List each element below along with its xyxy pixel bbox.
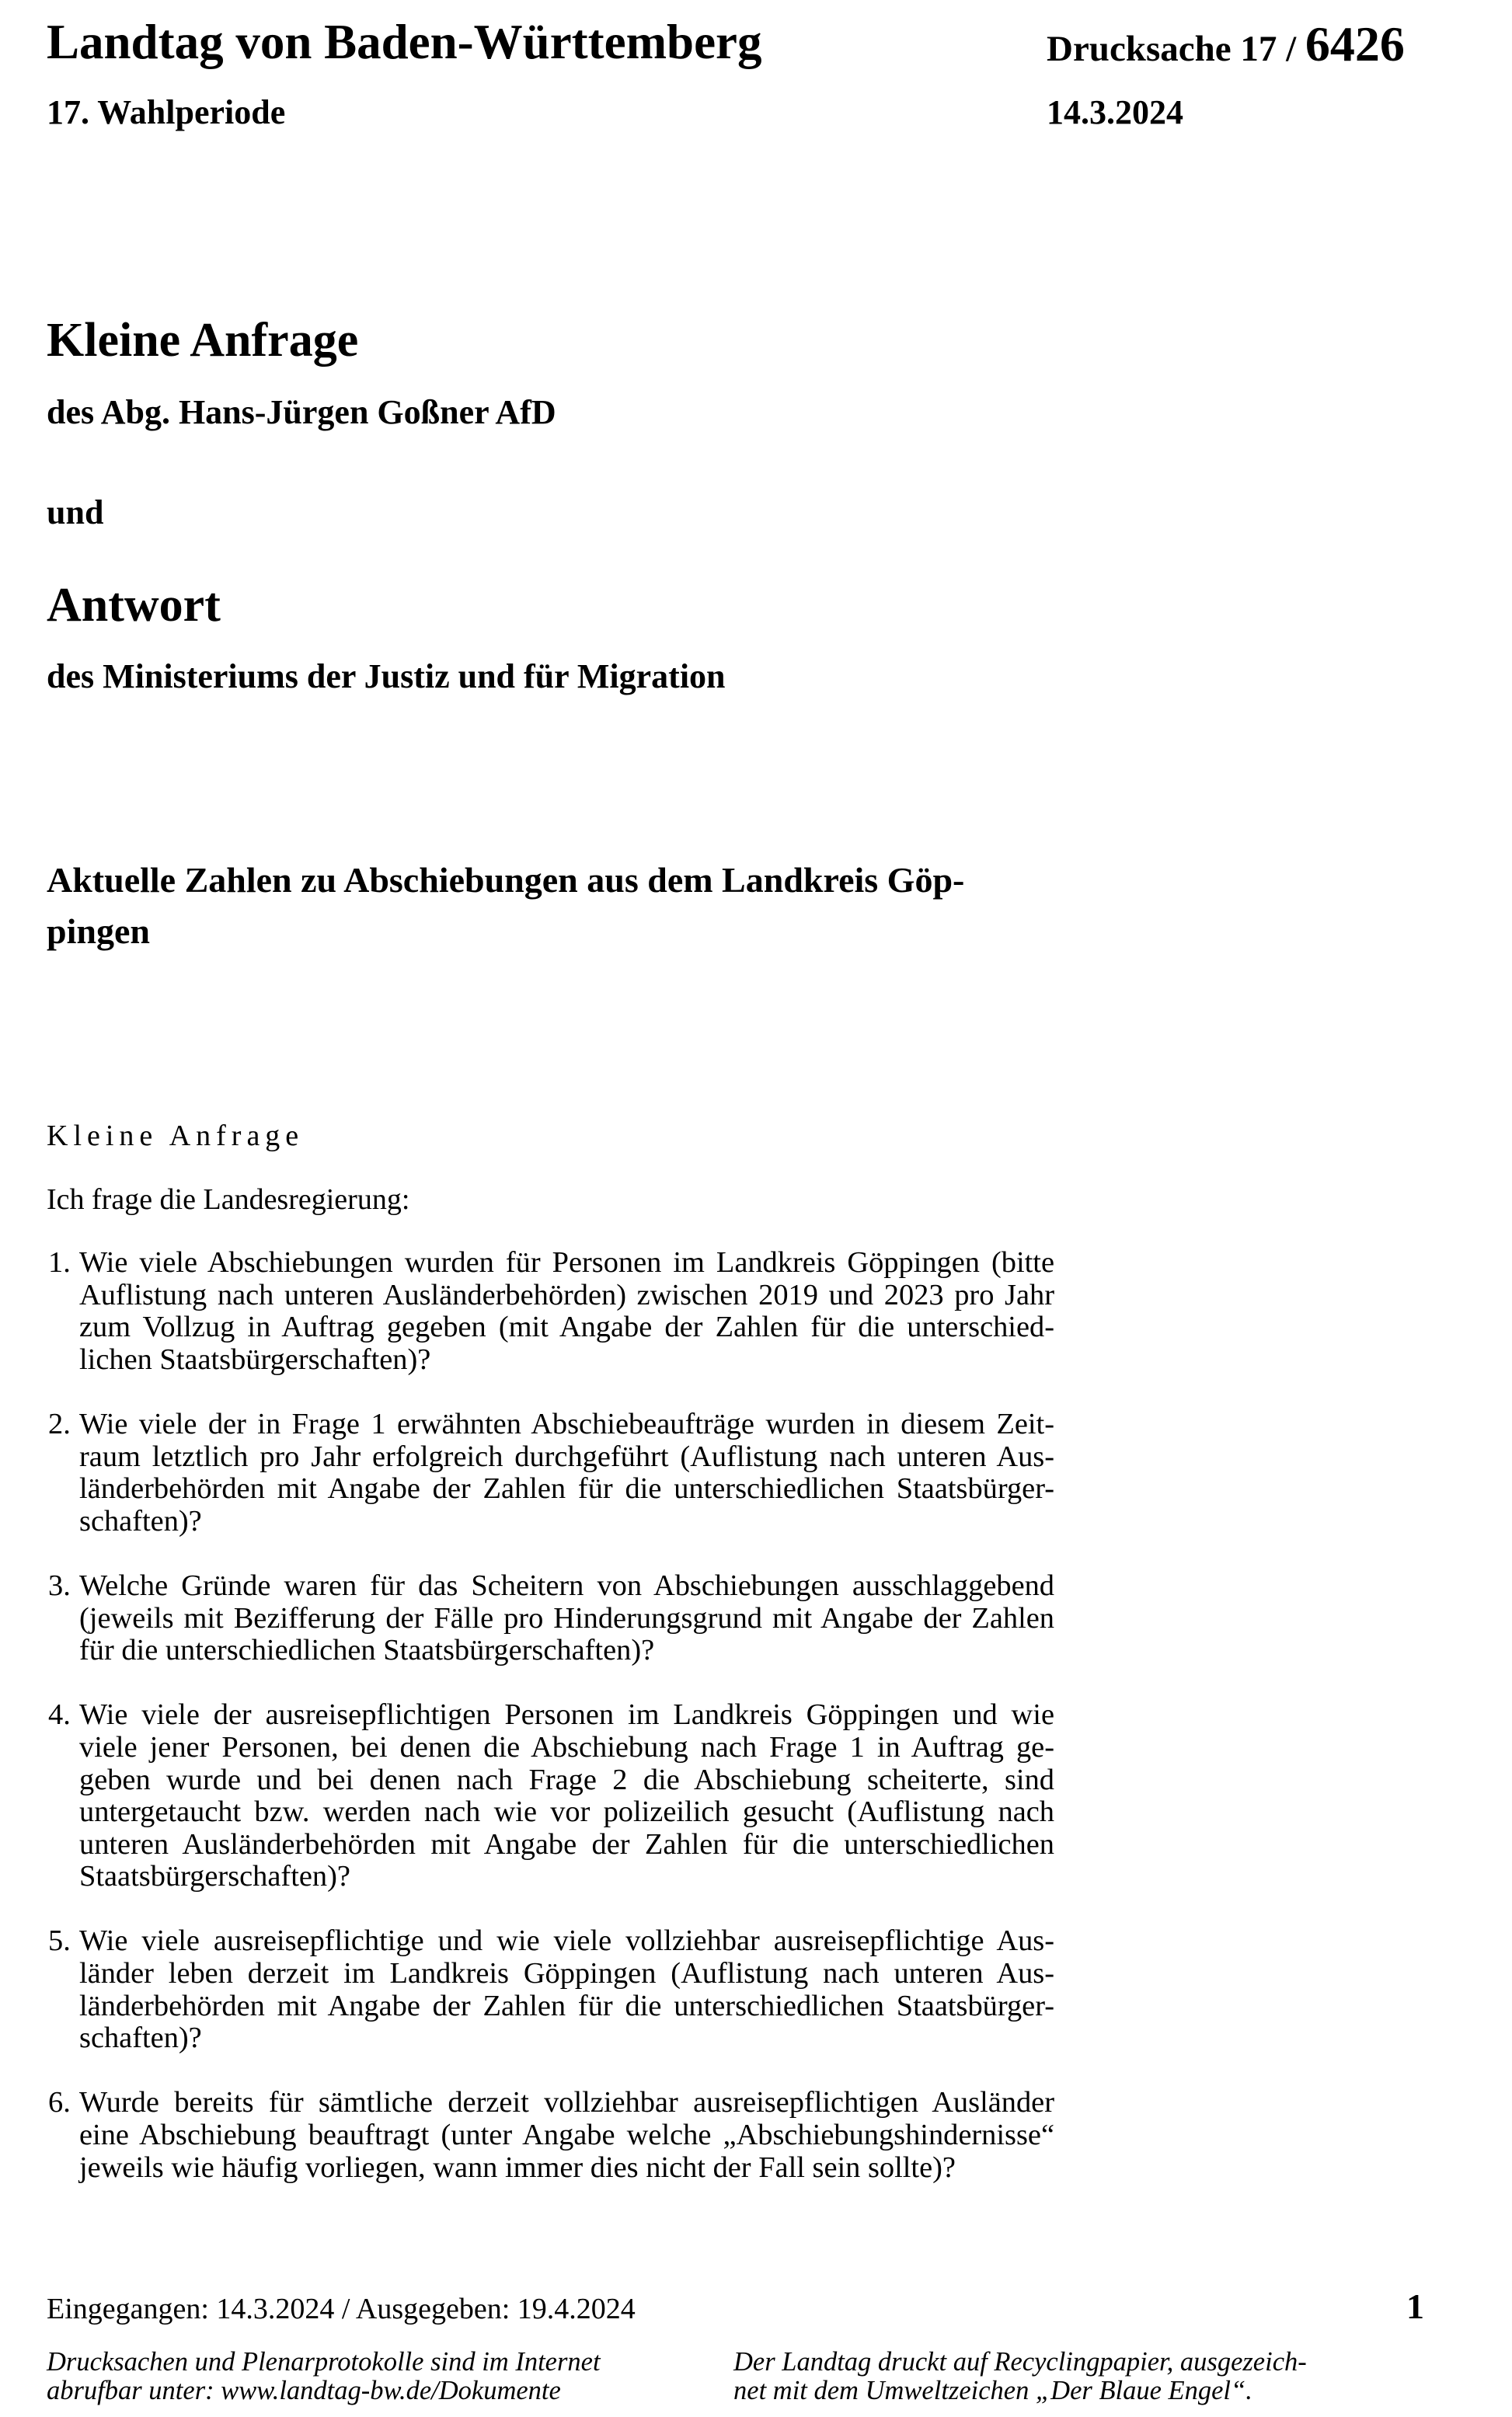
question-line: raum letztlich pro Jahr erfolgreich durchgeführt (Auflistung nach unteren Aus- xyxy=(79,1440,1054,1473)
drucksache-number: 6426 xyxy=(1305,16,1405,71)
question-line: untergetaucht bzw. werden nach wie vor polizeilich gesucht (Auflistung nach xyxy=(79,1795,1054,1829)
footer-note-line: abrufbar unter: www.landtag-bw.de/Dokumente xyxy=(47,2376,561,2405)
conjunction: und xyxy=(47,493,104,531)
question-1 xyxy=(47,1247,1054,1376)
question-2 xyxy=(47,1409,1054,1538)
question-number: 2. xyxy=(48,1407,71,1440)
question-line: Staatsbürgerschaften)? xyxy=(79,1860,350,1893)
question-line: länderbehörden mit Angabe der Zahlen für die unterschiedlichen Staatsbürger- xyxy=(79,1989,1054,2022)
question-number: 3. xyxy=(48,1569,71,1602)
drucksache-label: Drucksache 17 / xyxy=(1047,29,1305,69)
page-number: 1 xyxy=(1406,2286,1424,2326)
question-3 xyxy=(47,1570,1054,1667)
question-list xyxy=(47,1247,1054,2217)
question-line: geben wurde und bei denen nach Frage 2 die Abschiebung scheiterte, sind xyxy=(79,1763,1054,1796)
footer-note-internet xyxy=(47,2348,601,2405)
answer-heading: Antwort xyxy=(47,579,221,632)
question-line: Wie viele ausreisepflichtige und wie viele vollziehbar ausreisepflichtige Aus- xyxy=(79,1924,1054,1958)
question-line: länderbehörden mit Angabe der Zahlen für die unterschiedlichen Staatsbürger- xyxy=(79,1472,1054,1506)
question-number: 4. xyxy=(48,1698,71,1732)
footer-note-recycling xyxy=(733,2348,1307,2405)
question-line: Wie viele der in Frage 1 erwähnten Abschiebeaufträge wurden in diesem Zeit- xyxy=(79,1407,1054,1440)
footer-note-line: Der Landtag druckt auf Recyclingpapier, ausgezeich- xyxy=(733,2347,1307,2377)
question-line: länder leben derzeit im Landkreis Göppingen (Auflistung nach unteren Aus- xyxy=(79,1957,1054,1990)
question-line: Welche Gründe waren für das Scheitern von Abschiebungen ausschlaggebend xyxy=(79,1569,1054,1602)
question-line: lichen Staatsbürgerschaften)? xyxy=(79,1343,431,1376)
received-issued-dates: Eingegangen: 14.3.2024 / Ausgegeben: 19.4.2024 xyxy=(47,2293,636,2325)
inquiry-author: des Abg. Hans-Jürgen Goßner AfD xyxy=(47,393,556,431)
question-number: 6. xyxy=(48,2086,71,2119)
question-line: zum Vollzug in Auftrag gegeben (mit Angabe der Zahlen für die unterschied- xyxy=(79,1311,1054,1344)
drucksache-id xyxy=(1047,17,1405,85)
document-topic xyxy=(47,855,1057,957)
section-label: Kleine Anfrage xyxy=(47,1120,305,1152)
question-line: Auflistung nach unteren Ausländerbehörden) zwischen 2019 und 2023 pro Jahr xyxy=(79,1278,1054,1311)
question-line: schaften)? xyxy=(79,2022,202,2055)
question-line: Wurde bereits für sämtliche derzeit vollziehbar ausreisepflichtigen Ausländer xyxy=(79,2086,1054,2119)
inquiry-heading: Kleine Anfrage xyxy=(47,314,359,367)
question-6 xyxy=(47,2087,1054,2184)
document-date: 14.3.2024 xyxy=(1047,93,1183,131)
question-line: jeweils wie häufig vorliegen, wann immer dies nicht der Fall sein sollte)? xyxy=(79,2151,956,2184)
question-line: für die unterschiedlichen Staatsbürgerschaften)? xyxy=(79,1634,655,1667)
question-line: eine Abschiebung beauftragt (unter Angabe welche „Abschiebungshindernisse“ xyxy=(79,2119,1054,2152)
question-number: 5. xyxy=(48,1924,71,1958)
question-line: viele jener Personen, bei denen die Abschiebung nach Frage 1 in Auftrag ge- xyxy=(79,1730,1054,1764)
question-line: (jeweils mit Bezifferung der Fälle pro Hinderungsgrund mit Angabe der Zahlen xyxy=(79,1601,1054,1635)
question-number: 1. xyxy=(48,1246,71,1279)
intro-text: Ich frage die Landesregierung: xyxy=(47,1183,410,1216)
legislative-period: 17. Wahlperiode xyxy=(47,93,286,131)
question-line: Wie viele Abschiebungen wurden für Personen im Landkreis Göppingen (bitte xyxy=(79,1246,1054,1279)
topic-line-2: pingen xyxy=(47,911,150,951)
answer-author: des Ministeriums der Justiz und für Migration xyxy=(47,657,726,695)
question-5 xyxy=(47,1925,1054,2054)
question-4 xyxy=(47,1699,1054,1893)
parliament-name: Landtag von Baden-Württemberg xyxy=(47,15,762,69)
footer-note-line: net mit dem Umweltzeichen „Der Blaue Engel“. xyxy=(733,2376,1252,2405)
topic-line-1: Aktuelle Zahlen zu Abschiebungen aus dem Landkreis Göp- xyxy=(47,860,965,900)
question-line: unteren Ausländerbehörden mit Angabe der Zahlen für die unterschiedlichen xyxy=(79,1827,1054,1861)
question-line: schaften)? xyxy=(79,1504,202,1538)
footer-note-line: Drucksachen und Plenarprotokolle sind im Internet xyxy=(47,2347,601,2377)
question-line: Wie viele der ausreisepflichtigen Personen im Landkreis Göppingen und wie xyxy=(79,1698,1054,1732)
